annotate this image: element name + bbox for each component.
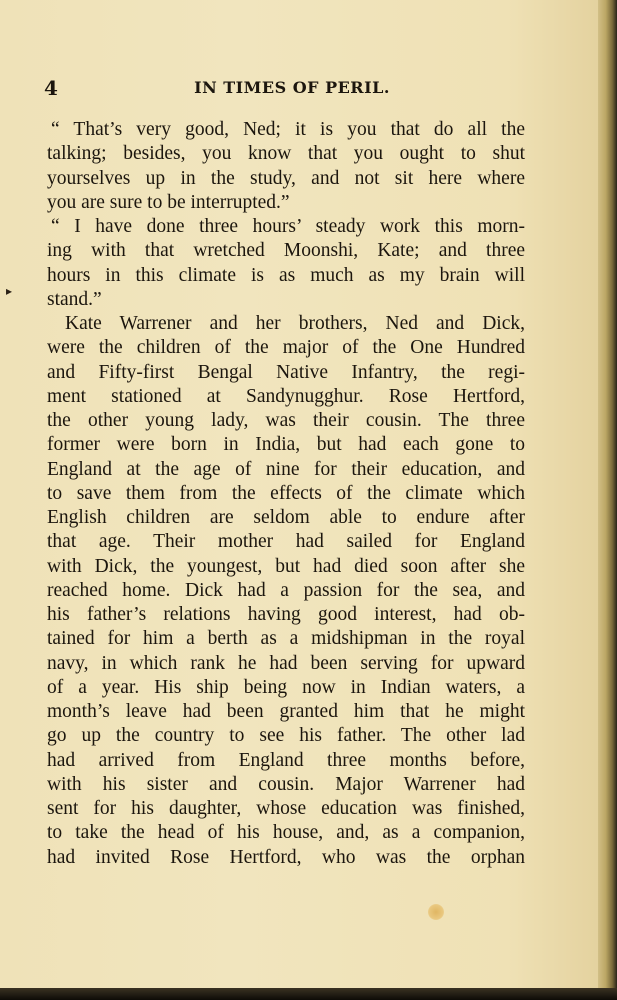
text-line: “ That’s very good, Ned; it is you that do all the [51,119,525,140]
text-line: month’s leave had been granted him that he might [47,701,525,722]
body-text [47,118,525,870]
text-line: with Dick, the youngest, but had died soon after she [47,555,525,577]
text-line: to save them from the effects of the climate which [47,482,525,504]
margin-mark: ▸ [6,284,13,298]
text-line: talking; besides, you know that you ought to shut [47,143,525,165]
text-line: former were born in India, but had each gone to [47,434,525,456]
text-line: had invited Rose Hertford, who was the orphan [47,846,525,868]
text-line: the other young lady, was their cousin. The three [47,410,525,431]
text-line: and Fifty-first Bengal Native Infantry, the regi- [47,361,525,383]
book-spine [598,0,617,1000]
text-line: were the children of the major of the One Hundred [47,337,525,359]
text-line: hours in this climate is as much as my brain will [47,264,525,286]
text-line: ment stationed at Sandynugghur. Rose Hertford, [47,385,525,407]
text-line: reached home. Dick had a passion for the sea, and [47,579,525,601]
text-line: Kate Warrener and her brothers, Ned and Dick, [65,313,525,334]
text-line: English children are seldom able to endure after [47,507,525,528]
text-line: “ I have done three hours’ steady work this morn- [51,216,525,237]
text-line: navy, in which rank he had been serving for upward [47,652,525,674]
text-line: yourselves up in the study, and not sit here where [47,167,525,189]
text-line: sent for his daughter, whose education was finished, [47,798,525,819]
text-line: stand.” [47,288,102,310]
text-line: to take the head of his house, and, as a companion, [47,822,525,844]
text-line: go up the country to see his father. The other lad [47,725,525,747]
text-line: England at the age of nine for their education, and [47,458,525,480]
running-title: IN TIMES OF PERIL. [194,78,390,97]
text-line: tained for him a berth as a midshipman in the royal [47,628,525,650]
text-line: with his sister and cousin. Major Warrener had [47,773,525,795]
page-header [44,76,540,102]
text-line: his father’s relations having good interest, had ob- [47,604,525,625]
text-line: had arrived from England three months before, [47,749,525,771]
page-number: 4 [44,76,59,100]
text-line: that age. Their mother had sailed for England [47,531,525,553]
text-line: ing with that wretched Moonshi, Kate; and three [47,240,525,262]
page-bottom-edge [0,988,617,1000]
paper-stain [428,904,444,920]
text-line: you are sure to be interrupted.” [47,191,290,213]
text-line: of a year. His ship being now in Indian waters, a [47,676,525,698]
